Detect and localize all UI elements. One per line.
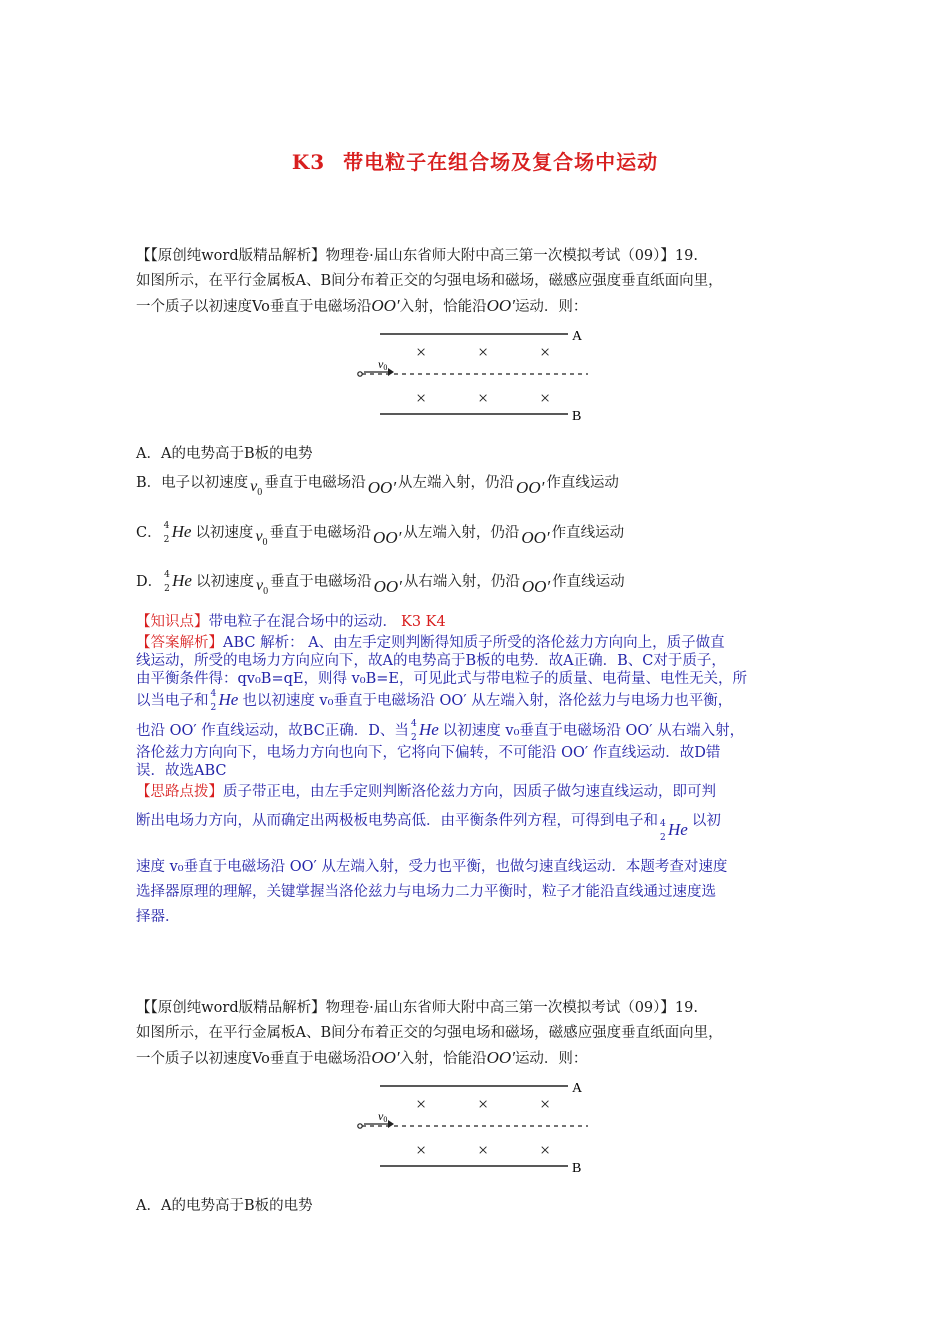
magnetic-field-crosses: [416, 342, 550, 408]
knowledge-point: 【知识点】带电粒子在混合场中的运动． K3 K4: [136, 614, 446, 630]
field-diagram-1: [350, 324, 600, 424]
answer-analysis-line6: 洛伦兹力方向向下，电场力方向也向下，它将向下偏转，不可能沿 OO′ 作直线运动．故D错: [136, 745, 721, 761]
cross-mark: ×: [540, 1140, 551, 1160]
tip-line1: 【思路点拨】质子带正电，由左手定则判断洛伦兹力方向，因质子做匀速直线运动，即可判: [136, 784, 716, 800]
v0-symbol: $v_0$: [255, 528, 268, 549]
q1-header: 【【原创纯word版精品解析】物理卷·届山东省师大附中高三第一次模拟考试（09）】19.: [136, 248, 698, 264]
plate-b-label: B: [572, 409, 582, 424]
oo-symbol: OO′: [486, 296, 515, 315]
cross-mark: ×: [416, 1094, 427, 1114]
oo-symbol: OO′: [371, 296, 400, 315]
oo-symbol: OO′: [371, 1048, 400, 1067]
oo-symbol: OO′: [521, 528, 550, 547]
helium-nucleus-symbol: 4 2 He: [210, 689, 239, 713]
plate-a-label: A: [572, 1081, 583, 1096]
q2-stem-line1: 如图所示，在平行金属板A、B间分布着正交的匀强电场和磁场，磁感应强度垂直纸面向里，: [136, 1025, 723, 1041]
field-diagram-2: [350, 1076, 600, 1176]
cross-mark: ×: [416, 388, 427, 408]
oo-symbol: OO′: [521, 577, 551, 596]
tip-line3: 速度 v₀垂直于电磁场沿 OO′ 从左端入射，受力也平衡，也做匀速直线运动．本题考查对速度: [136, 859, 728, 875]
answer-analysis-line1: 【答案解析】ABC 解析： A、由左手定则判断得知质子所受的洛伦兹力方向向上，质子做直: [136, 635, 725, 651]
answer-analysis-line2: 线运动，所受的电场力方向应向下，故A的电势高于B板的电势．故A正确．B、C对于质子，: [136, 653, 726, 669]
v0-symbol: $v_0$: [255, 577, 269, 598]
cross-mark: ×: [416, 342, 427, 362]
cross-mark: ×: [540, 388, 551, 408]
answer-analysis-line5: 也沿 OO′ 作直线运动，故BC正确．D、当 4 2 He 以初速度 v₀垂直于电磁场沿 OO′ 从右端入射，: [136, 719, 745, 743]
cross-mark: ×: [540, 1094, 551, 1114]
cross-mark: ×: [478, 388, 489, 408]
entry-point: [358, 1124, 362, 1128]
velocity-arrowhead: [388, 1120, 394, 1128]
cross-mark: ×: [478, 1140, 489, 1160]
entry-point: [358, 372, 362, 376]
oo-symbol: OO′: [486, 1048, 515, 1067]
cross-mark: ×: [478, 342, 489, 362]
v0-symbol: $v_0$: [250, 478, 263, 499]
q1-stem-line1: 如图所示，在平行金属板A、B间分布着正交的匀强电场和磁场，磁感应强度垂直纸面向里，: [136, 273, 723, 289]
q2-option-a: A．A的电势高于B板的电势: [136, 1198, 313, 1214]
option-a: A．A的电势高于B板的电势: [136, 446, 313, 462]
velocity-label: v0: [378, 357, 388, 372]
option-c: C． 4 2 He 以初速度 $v_0$垂直于电磁场沿 OO′ 从左端入射，仍沿 OO′ 作直线运动: [136, 521, 625, 549]
answer-analysis-line3: 由平衡条件得：qv₀B=qE，则得 v₀B=E，可见此式与带电粒子的质量、电荷量、电性无关，所: [136, 671, 747, 687]
title-text: 带电粒子在组合场及复合场中运动: [343, 150, 659, 174]
magnetic-field-crosses: [416, 1094, 550, 1160]
oo-symbol: OO′: [367, 478, 397, 497]
helium-nucleus-symbol: 4 2 He: [164, 570, 192, 594]
oo-symbol: OO′: [516, 478, 545, 497]
q2-header: 【【原创纯word版精品解析】物理卷·届山东省师大附中高三第一次模拟考试（09）】19.: [136, 1000, 698, 1016]
title-code: K3: [291, 150, 326, 174]
velocity-label: v0: [378, 1109, 388, 1124]
helium-nucleus-symbol: 4 2 He: [163, 521, 192, 545]
tip-line4: 选择器原理的理解，关键掌握当洛伦兹力与电场力二力平衡时，粒子才能沿直线通过速度选: [136, 884, 716, 900]
tip-line5: 择器．: [136, 909, 180, 925]
oo-symbol: OO′: [373, 528, 402, 547]
plate-b-label: B: [572, 1161, 582, 1176]
tip-line2: 断出电场力方向，从而确定出两极板电势高低．由平衡条件列方程，可得到电子和 4 2 He 以初: [136, 813, 721, 843]
answer-analysis-line4: 以当电子和 4 2 He 也以初速度 v₀垂直于电磁场沿 OO′ 从左端入射，洛伦兹力与电场力也平衡，: [136, 689, 733, 713]
velocity-arrowhead: [388, 368, 394, 376]
option-d: D． 4 2 He 以初速度 $v_0$垂直于电磁场沿 OO′ 从右端入射，仍沿 OO′ 作直线运动: [136, 570, 625, 598]
page-title: [0, 146, 950, 175]
helium-nucleus-symbol: 4 2 He: [410, 719, 439, 743]
answer-analysis-line7: 误．故选ABC: [136, 763, 227, 779]
plate-a-label: A: [572, 329, 583, 344]
oo-symbol: OO′: [373, 577, 402, 596]
cross-mark: ×: [416, 1140, 427, 1160]
q1-stem-line2: 一个质子以初速度Vo垂直于电磁场沿OO′入射，恰能沿OO′运动．则：: [136, 296, 588, 315]
cross-mark: ×: [540, 342, 551, 362]
helium-nucleus-symbol: 4 2 He: [660, 819, 688, 843]
option-b: B．电子以初速度 $v_0$垂直于电磁场沿 OO′ 从左端入射，仍沿 OO′ 作直线运动: [136, 475, 619, 499]
q2-stem-line2: 一个质子以初速度Vo垂直于电磁场沿OO′入射，恰能沿OO′运动．则：: [136, 1048, 588, 1067]
cross-mark: ×: [478, 1094, 489, 1114]
